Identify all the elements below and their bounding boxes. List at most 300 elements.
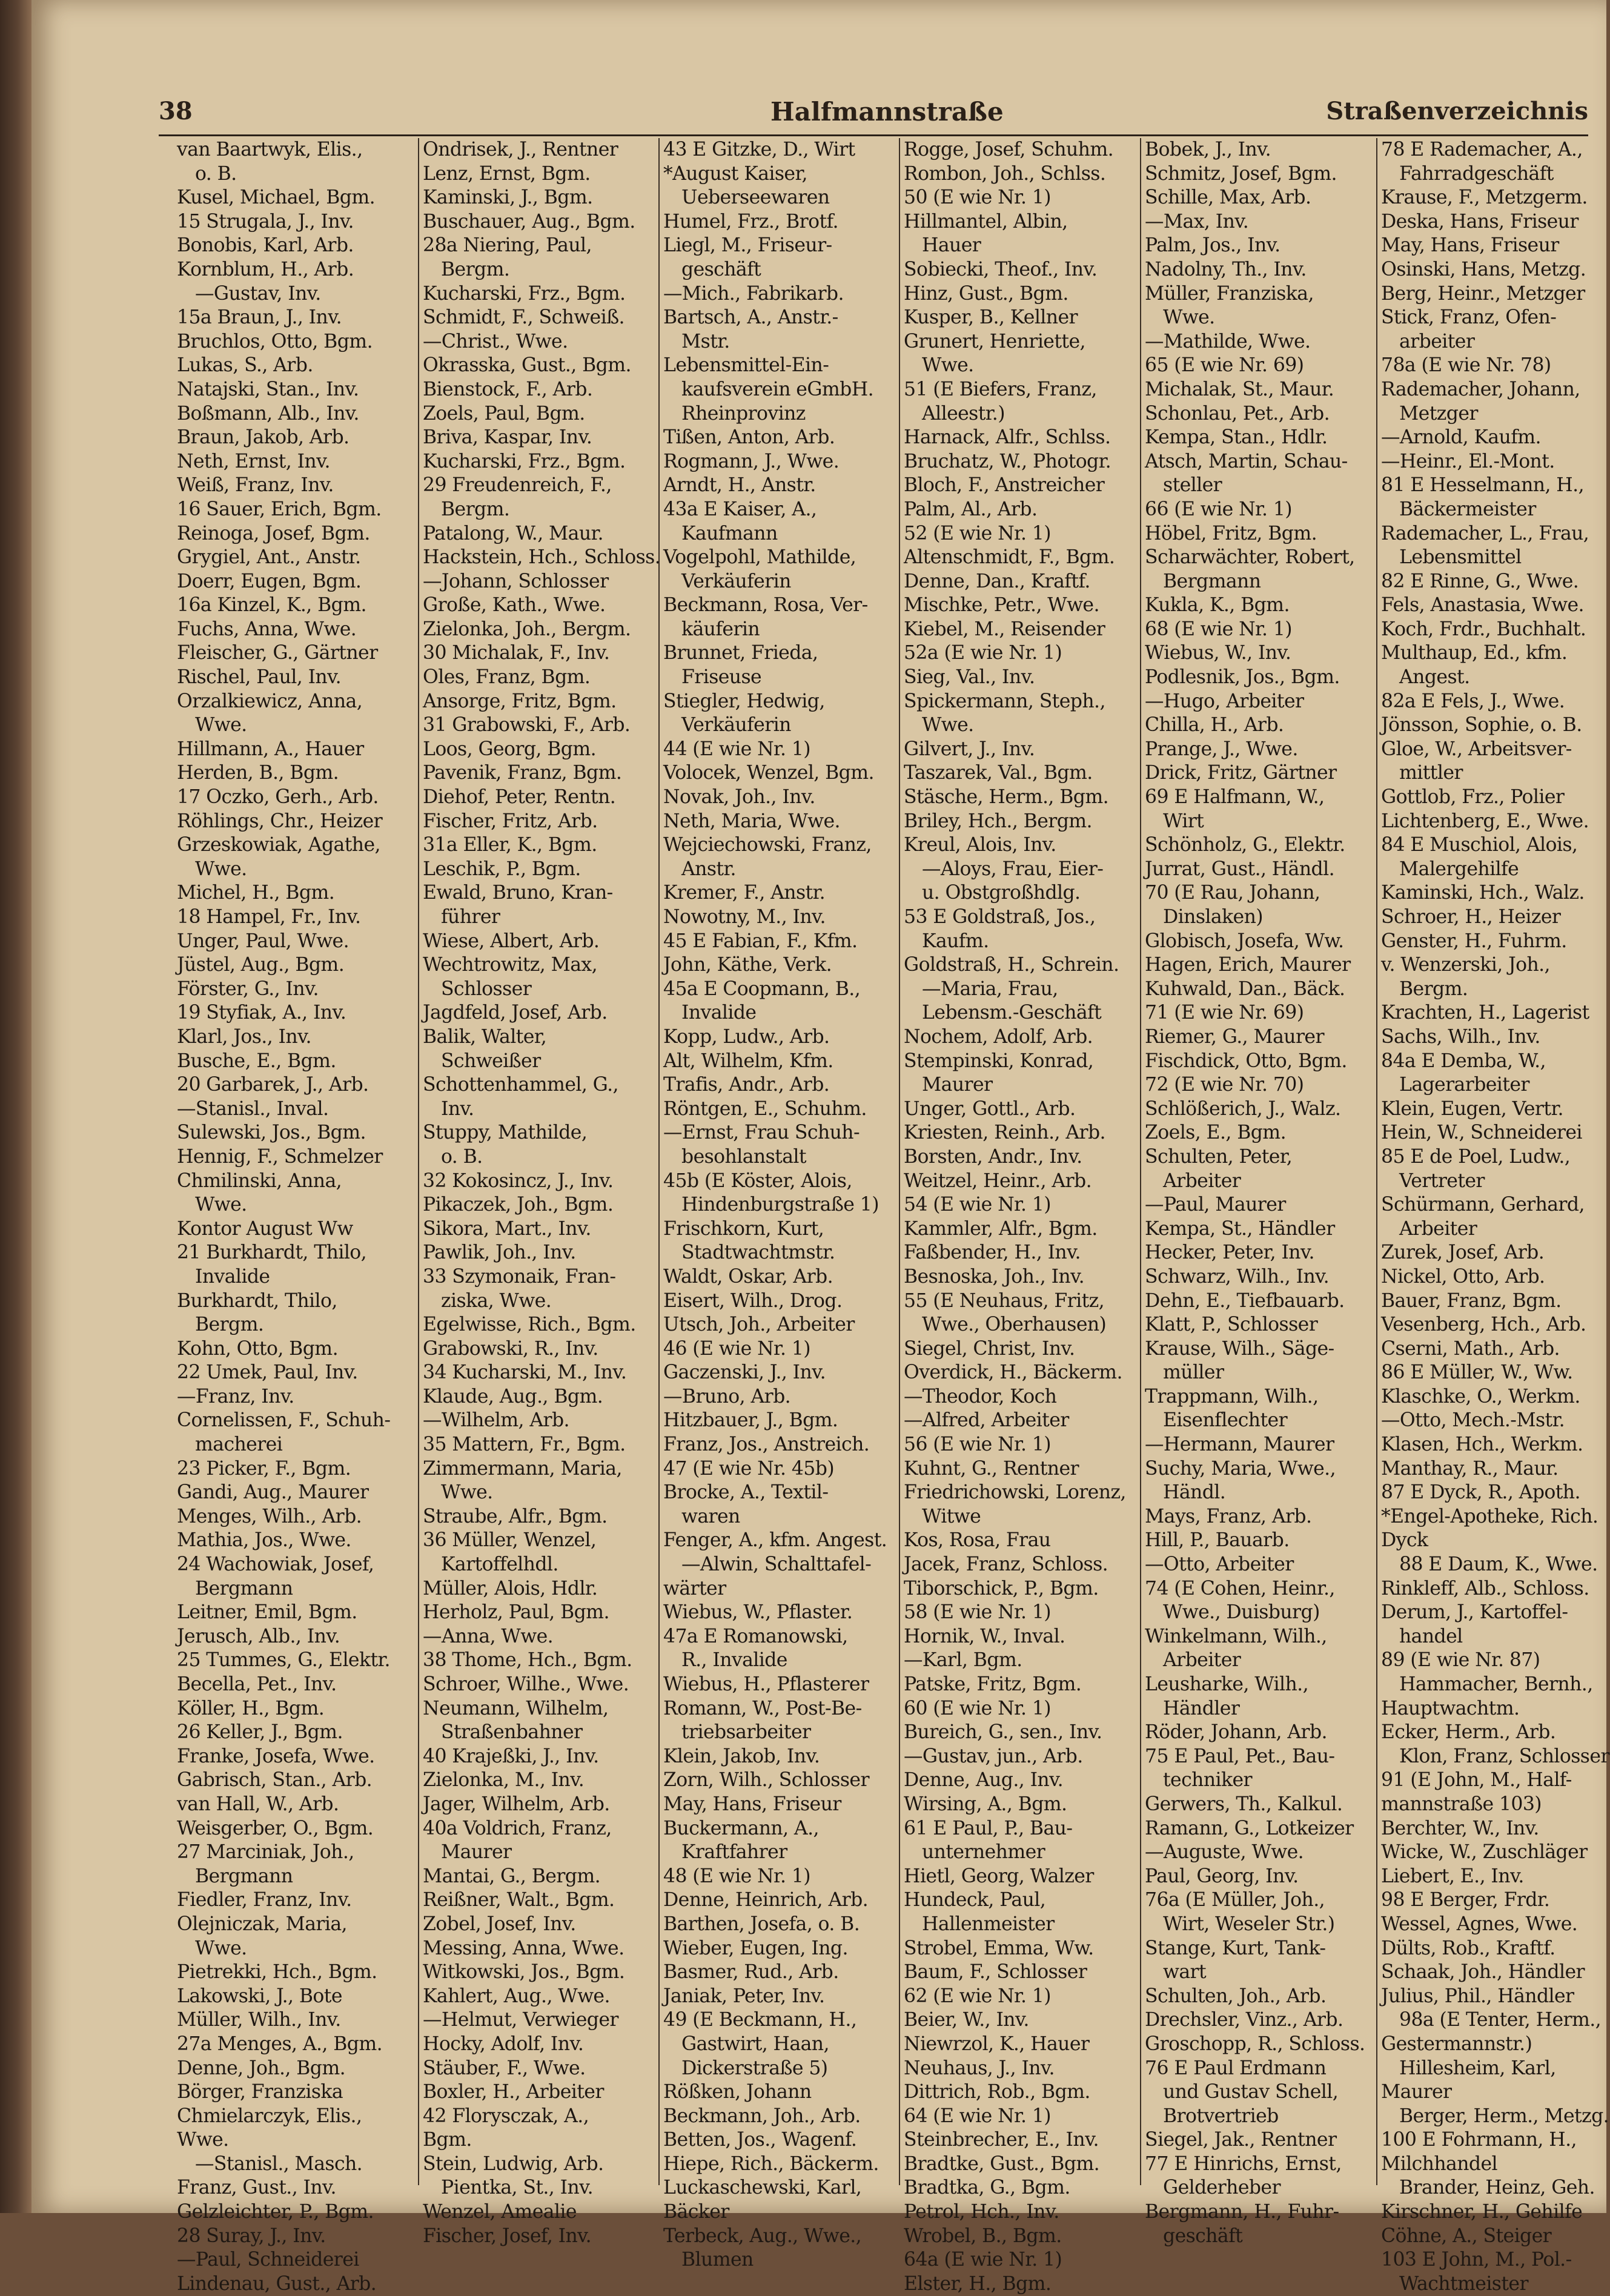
directory-entry-line: Schmitz, Josef, Bgm.: [1145, 162, 1337, 185]
directory-entry-line: Gerwers, Th., Kalkul.: [1145, 1793, 1343, 1815]
directory-entry-line: Patske, Fritz, Bgm.: [904, 1673, 1082, 1695]
directory-entry-line: 49 (E Beckmann, H.,: [663, 2009, 857, 2031]
directory-entry-line: 20 Garbarek, J., Arb.: [177, 1074, 369, 1096]
directory-entry-line: Händler: [1163, 1697, 1240, 1719]
directory-entry-line: Kempa, Stan., Hdlr.: [1145, 426, 1328, 449]
directory-entry-line: Invalide: [195, 1265, 270, 1288]
directory-entry-line: Arbeiter: [1163, 1649, 1241, 1672]
directory-entry-line: Niewrzol, K., Hauer: [904, 2033, 1090, 2055]
directory-entry-line: Schroer, Wilhe., Wwe.: [423, 1673, 629, 1695]
directory-entry-line: Suchy, Maria, Wwe.,: [1145, 1457, 1336, 1480]
directory-entry-line: Leitner, Emil, Bgm.: [177, 1601, 357, 1624]
directory-entry-line: 27a Menges, A., Bgm.: [177, 2033, 383, 2055]
directory-entry-line: Brander, Heinz, Geh.: [1399, 2177, 1595, 2199]
directory-entry-line: Wiebus, H., Pflasterer: [663, 1673, 869, 1695]
directory-entry-line: 43a E Kaiser, A.,: [663, 498, 817, 520]
directory-entry-line: Franke, Josefa, Wwe.: [177, 1745, 375, 1767]
directory-entry-line: Palm, Al., Arb.: [904, 498, 1038, 520]
directory-entry-line: Rinkleff, Alb., Schloss.: [1381, 1577, 1589, 1600]
directory-entry-line: Hennig, F., Schmelzer: [177, 1145, 383, 1168]
directory-entry-line: Natajski, Stan., Inv.: [177, 378, 359, 400]
directory-entry-line: Röntgen, E., Schuhm.: [663, 1097, 867, 1120]
directory-entry-line: unternehmer: [922, 1841, 1045, 1864]
directory-entry-line: Wechtrowitz, Max,: [423, 954, 597, 976]
directory-entry-line: Rischel, Paul, Inv.: [177, 666, 341, 689]
directory-entry-line: Vogelpohl, Mathilde,: [663, 546, 856, 569]
directory-entry-line: käuferin: [681, 618, 760, 640]
directory-entry-line: Elster, H., Bgm.: [904, 2272, 1052, 2295]
directory-entry-line: Dülts, Rob., Kraftf.: [1381, 1937, 1555, 1959]
page-header: [159, 97, 1588, 136]
directory-entry-line: Wiebus, W., Inv.: [1145, 642, 1291, 664]
directory-entry-line: Hammacher, Bernh.,: [1399, 1673, 1593, 1695]
column-2: [418, 138, 661, 2247]
directory-entry-line: Nadolny, Th., Inv.: [1145, 258, 1307, 280]
directory-entry-line: Julius, Phil., Händler: [1381, 1985, 1574, 2007]
directory-entry-line: Wwe.: [1163, 306, 1215, 329]
directory-entry-line: Utsch, Joh., Arbeiter: [663, 1314, 855, 1336]
directory-entry-line: —Helmut, Verwieger: [423, 2009, 618, 2031]
directory-entry-line: Bgm.: [423, 2129, 472, 2151]
directory-entry-line: Bruchlos, Otto, Bgm.: [177, 330, 373, 352]
directory-entry-line: —Mathilde, Wwe.: [1145, 330, 1311, 352]
directory-entry-line: —Theodor, Koch: [904, 1385, 1057, 1408]
directory-entry-line: Strobel, Emma, Ww.: [904, 1937, 1094, 1959]
directory-entry-line: —Bruno, Arb.: [663, 1385, 791, 1408]
directory-entry-line: Hinz, Gust., Bgm.: [904, 282, 1068, 305]
directory-entry-line: Franz, Gust., Inv.: [177, 2177, 336, 2199]
directory-entry-line: Terbeck, Aug., Wwe.,: [663, 2225, 862, 2247]
directory-entry-line: Wiebus, W., Pflaster.: [663, 1601, 853, 1624]
directory-entry-line: 28 Suray, J., Inv.: [177, 2225, 326, 2247]
directory-entry-line: Dinslaken): [1163, 906, 1263, 928]
directory-entry-line: Beckmann, Rosa, Ver-: [663, 594, 868, 617]
directory-entry-line: mittler: [1399, 762, 1463, 784]
directory-entry-line: Grzeskowiak, Agathe,: [177, 834, 380, 856]
directory-entry-line: Bloch, F., Anstreicher: [904, 474, 1105, 497]
directory-entry-line: Klaude, Aug., Bgm.: [423, 1385, 603, 1408]
directory-entry-line: Müller, Franziska,: [1145, 282, 1314, 305]
directory-entry-line: —Paul, Maurer: [1145, 1194, 1286, 1216]
directory-entry-line: Lichtenberg, E., Wwe.: [1381, 810, 1589, 832]
directory-entry-line: Hackstein, Hch., Schloss.: [423, 546, 661, 569]
directory-entry-line: Wrobel, B., Bgm.: [904, 2225, 1062, 2247]
directory-entry-line: Jönsson, Sophie, o. B.: [1381, 714, 1582, 736]
directory-entry-line: Sieg, Val., Inv.: [904, 666, 1035, 689]
directory-entry-line: Kos, Rosa, Frau: [904, 1529, 1051, 1552]
directory-entry-line: Gastwirt, Haan,: [681, 2033, 829, 2055]
directory-entry-line: Paul, Georg, Inv.: [1145, 1865, 1299, 1887]
directory-entry-line: —Gustav, Inv.: [195, 282, 321, 305]
directory-entry-line: wärter: [663, 1577, 726, 1600]
directory-entry-line: Denne, Dan., Kraftf.: [904, 570, 1090, 592]
directory-entry-line: Bergm.: [441, 498, 510, 520]
directory-entry-line: Boxler, H., Arbeiter: [423, 2081, 604, 2103]
directory-entry-line: Pawlik, Joh., Inv.: [423, 1242, 576, 1264]
directory-entry-line: —Otto, Mech.-Mstr.: [1381, 1409, 1565, 1432]
directory-entry-line: 98a (E Tenter, Herm.,: [1399, 2009, 1602, 2031]
directory-entry-line: Beckmann, Joh., Arb.: [663, 2105, 861, 2127]
directory-entry-line: Bradtka, G., Bgm.: [904, 2177, 1070, 2199]
directory-entry-line: Wwe.: [195, 714, 247, 736]
directory-entry-line: 69 E Halfmann, W.,: [1145, 786, 1325, 809]
directory-entry-line: *August Kaiser,: [663, 162, 807, 185]
directory-entry-line: —Hermann, Maurer: [1145, 1434, 1334, 1456]
directory-entry-line: Ecker, Herm., Arb.: [1381, 1721, 1556, 1744]
directory-entry-line: Bäckermeister: [1399, 498, 1536, 520]
directory-entry-line: Neth, Maria, Wwe.: [663, 810, 840, 832]
directory-entry-line: Kirschner, H., Gehilfe: [1381, 2201, 1583, 2223]
directory-entry-line: Zorn, Wilh., Schlosser: [663, 1769, 869, 1791]
directory-entry-line: Kornblum, H., Arb.: [177, 258, 354, 280]
directory-entry-line: Hecker, Peter, Inv.: [1145, 1242, 1314, 1264]
directory-entry-line: Tißen, Anton, Arb.: [663, 426, 835, 449]
directory-entry-line: Betten, Jos., Wagenf.: [663, 2129, 857, 2151]
directory-entry-line: Bienstock, F., Arb.: [423, 378, 593, 400]
directory-entry-line: Anstr.: [681, 858, 736, 880]
directory-entry-line: Sobiecki, Theof., Inv.: [904, 258, 1098, 280]
directory-entry-line: —Christ., Wwe.: [423, 330, 568, 352]
directory-entry-line: Wwe.: [195, 858, 247, 880]
directory-entry-line: Zobel, Josef, Inv.: [423, 1913, 576, 1935]
directory-entry-line: Maurer: [922, 1074, 993, 1096]
directory-entry-line: 35 Mattern, Fr., Bgm.: [423, 1434, 626, 1456]
directory-entry-line: Kriesten, Reinh., Arb.: [904, 1122, 1105, 1144]
directory-entry-line: 23 Picker, F., Bgm.: [177, 1457, 351, 1480]
directory-entry-line: 66 (E wie Nr. 1): [1145, 498, 1292, 520]
directory-entry-line: Siegel, Christ, Inv.: [904, 1337, 1075, 1360]
directory-entry-line: Gloe, W., Arbeitsver-: [1381, 738, 1572, 760]
directory-entry-line: —Alfred, Arbeiter: [904, 1409, 1069, 1432]
directory-entry-line: 76 E Paul Erdmann: [1145, 2057, 1327, 2079]
directory-entry-line: 100 E Fohrmann, H.,: [1381, 2129, 1577, 2151]
directory-entry-line: Hundeck, Paul,: [904, 1889, 1046, 1911]
directory-entry-line: Novak, Joh., Inv.: [663, 786, 815, 809]
directory-entry-line: Brotvertrieb: [1163, 2105, 1279, 2127]
directory-entry-line: Eisenflechter: [1163, 1409, 1288, 1432]
directory-entry-line: Romann, W., Post-Be-: [663, 1697, 862, 1719]
column-5: [1140, 138, 1376, 2247]
directory-entry-line: Ansorge, Fritz, Bgm.: [423, 690, 617, 712]
directory-entry-line: Zielonka, Joh., Bergm.: [423, 618, 631, 640]
directory-entry-line: Fiedler, Franz, Inv.: [177, 1889, 352, 1911]
directory-entry-line: 25 Tummes, G., Elektr.: [177, 1649, 390, 1672]
directory-entry-line: Fischdick, Otto, Bgm.: [1145, 1050, 1347, 1072]
directory-entry-line: Bureich, G., sen., Inv.: [904, 1721, 1102, 1744]
directory-entry-line: Kempa, St., Händler: [1145, 1217, 1335, 1240]
directory-entry-line: Kontor August Ww: [177, 1217, 353, 1240]
directory-entry-line: Manthay, R., Maur.: [1381, 1457, 1559, 1480]
directory-entry-line: Klein, Jakob, Inv.: [663, 1745, 820, 1767]
directory-entry-line: Kohn, Otto, Bgm.: [177, 1337, 338, 1360]
directory-entry-line: Berg, Heinr., Metzger: [1381, 282, 1585, 305]
directory-entry-line: 27 Marciniak, Joh.,: [177, 1841, 354, 1864]
directory-entry-line: Kreul, Alois, Inv.: [904, 834, 1056, 856]
directory-entry-line: Grygiel, Ant., Anstr.: [177, 546, 361, 569]
directory-entry-line: Kucharski, Frz., Bgm.: [423, 450, 626, 472]
directory-entry-line: Nowotny, M., Inv.: [663, 906, 826, 928]
directory-entry-line: 21 Burkhardt, Thilo,: [177, 1242, 367, 1264]
directory-entry-line: Schottenhammel, G.,: [423, 1074, 618, 1096]
directory-entry-line: Witkowski, Jos., Bgm.: [423, 1961, 625, 1983]
directory-entry-line: —Heinr., El.-Mont.: [1381, 450, 1555, 472]
directory-entry-line: o. B.: [441, 1145, 483, 1168]
directory-entry-line: Wwe., Oberhausen): [922, 1314, 1107, 1336]
directory-entry-line: Neth, Ernst, Inv.: [177, 450, 330, 472]
directory-entry-line: 31a Eller, K., Bgm.: [423, 834, 597, 856]
directory-entry-line: 17 Oczko, Gerh., Arb.: [177, 786, 379, 809]
directory-entry-line: Mischke, Petr., Wwe.: [904, 594, 1099, 617]
directory-page: [31, 0, 1609, 2295]
directory-entry-line: Riemer, G., Maurer: [1145, 1025, 1324, 1048]
directory-entry-line: Rademacher, L., Frau,: [1381, 522, 1589, 544]
directory-entry-line: Jüstel, Aug., Bgm.: [177, 954, 345, 976]
directory-entry-line: Stein, Ludwig, Arb.: [423, 2152, 604, 2175]
directory-entry-line: 77 E Hinrichs, Ernst,: [1145, 2152, 1342, 2175]
directory-entry-line: Berger, Herm., Metzg.: [1399, 2105, 1609, 2127]
directory-entry-line: Briley, Hch., Bergm.: [904, 810, 1092, 832]
directory-entry-line: müller: [1163, 1361, 1224, 1384]
directory-entry-line: Inv.: [441, 1097, 474, 1120]
directory-entry-line: Lagerarbeiter: [1399, 1074, 1529, 1096]
directory-entry-line: Reißner, Walt., Bgm.: [423, 1889, 615, 1911]
directory-entry-line: 43 E Gitzke, D., Wirt: [663, 139, 855, 160]
directory-entry-line: Dittrich, Rob., Bgm.: [904, 2081, 1090, 2103]
directory-entry-line: 98 E Berger, Frdr.: [1381, 1889, 1550, 1911]
directory-entry-line: Humel, Frz., Brotf.: [663, 210, 838, 233]
directory-entry-line: Trafis, Andr., Arb.: [663, 1074, 830, 1096]
directory-entry-line: 42 Florysczak, A.,: [423, 2105, 589, 2127]
directory-entry-line: Malergehilfe: [1399, 858, 1519, 880]
directory-entry-line: Weitzel, Heinr., Arb.: [904, 1170, 1092, 1192]
directory-entry-line: Müller, Alois, Hdlr.: [423, 1577, 598, 1600]
directory-entry-line: Straßenbahner: [441, 1721, 583, 1744]
directory-entry-line: Klaschke, O., Werkm.: [1381, 1385, 1580, 1408]
directory-entry-line: Waldt, Oskar, Arb.: [663, 1265, 833, 1288]
directory-entry-line: Klatt, P., Schlosser: [1145, 1314, 1318, 1336]
directory-entry-line: Balik, Walter,: [423, 1025, 547, 1048]
directory-entry-line: Wirsing, A., Bgm.: [904, 1793, 1067, 1815]
directory-entry-line: Kiebel, M., Reisender: [904, 618, 1105, 640]
directory-entry-line: R., Invalide: [681, 1649, 787, 1672]
directory-entry-line: Kraftfahrer: [681, 1841, 787, 1864]
directory-entry-line: Röder, Johann, Arb.: [1145, 1721, 1327, 1744]
directory-entry-line: 18 Hampel, Fr., Inv.: [177, 906, 361, 928]
directory-entry-line: 16 Sauer, Erich, Bgm.: [177, 498, 382, 520]
directory-entry-line: —Stanisl., Inval.: [177, 1097, 329, 1120]
directory-entry-line: 64a (E wie Nr. 1): [904, 2249, 1062, 2271]
directory-entry-line: Große, Kath., Wwe.: [423, 594, 606, 617]
directory-entry-line: —Mich., Fabrikarb.: [663, 282, 844, 305]
directory-entry-line: Sachs, Wilh., Inv.: [1381, 1025, 1540, 1048]
directory-entry-line: Wwe.: [922, 354, 974, 377]
directory-entry-line: Nickel, Otto, Arb.: [1381, 1265, 1545, 1288]
directory-entry-line: Hitzbauer, J., Bgm.: [663, 1409, 838, 1432]
directory-entry-line: Mstr.: [681, 330, 730, 352]
directory-entry-line: Faßbender, H., Inv.: [904, 1242, 1081, 1264]
directory-entry-line: 78a (E wie Nr. 78): [1381, 354, 1551, 377]
directory-entry-line: Klasen, Hch., Werkm.: [1381, 1434, 1583, 1456]
directory-entry-line: 45 E Fabian, F., Kfm.: [663, 930, 858, 952]
directory-entry-line: Besnoska, Joh., Inv.: [904, 1265, 1084, 1288]
directory-entry-line: Maurer: [441, 1841, 512, 1864]
directory-entry-line: 45b (E Köster, Alois,: [663, 1170, 852, 1192]
directory-entry-line: Kremer, F., Anstr.: [663, 882, 826, 904]
directory-entry-line: Rademacher, Johann,: [1381, 378, 1580, 400]
directory-entry-line: 31 Grabowski, F., Arb.: [423, 714, 631, 736]
directory-entry-line: —Alwin, Schalttafel-: [681, 1553, 872, 1576]
directory-entry-line: Fenger, A., kfm. Angest.: [663, 1529, 887, 1552]
directory-entry-line: Fuchs, Anna, Wwe.: [177, 618, 357, 640]
directory-entry-line: Ramann, G., Lotkeizer: [1145, 1817, 1354, 1839]
directory-entry-line: Hiepe, Rich., Bäckerm.: [663, 2152, 879, 2175]
directory-entry-line: Wwe.: [922, 714, 974, 736]
directory-entry-line: Hill, P., Bauarb.: [1145, 1529, 1290, 1552]
directory-entry-line: Drechsler, Vinz., Arb.: [1145, 2009, 1343, 2031]
directory-entry-line: Liebert, E., Inv.: [1381, 1865, 1524, 1887]
directory-entry-line: Chmilinski, Anna,: [177, 1170, 342, 1192]
directory-entry-line: Bergmann: [1163, 570, 1261, 592]
directory-entry-line: 85 E de Poel, Ludw.,: [1381, 1145, 1571, 1168]
directory-entry-line: Hindenburgstraße 1): [681, 1194, 879, 1216]
directory-entry-line: Zoels, Paul, Bgm.: [423, 402, 585, 425]
directory-columns: [177, 138, 1610, 2295]
directory-entry-line: Rößken, Johann: [663, 2081, 812, 2103]
directory-entry-line: 28a Niering, Paul,: [423, 234, 592, 257]
directory-entry-line: Loos, Georg, Bgm.: [423, 738, 597, 760]
directory-entry-line: 81 E Hesselmann, H.,: [1381, 474, 1585, 497]
directory-entry-line: Krachten, H., Lagerist: [1381, 1002, 1589, 1024]
directory-entry-line: Friseuse: [681, 666, 762, 689]
directory-entry-line: Arbeiter: [1163, 1170, 1241, 1192]
directory-entry-line: Menges, Wilh., Arb.: [177, 1505, 362, 1527]
directory-entry-line: Müller, Wilh., Inv.: [177, 2009, 341, 2031]
directory-entry-line: Pientka, St., Inv.: [441, 2177, 594, 2199]
directory-entry-line: 22 Umek, Paul, Inv.: [177, 1361, 358, 1384]
street-title: Halfmannstraße: [770, 97, 1004, 127]
directory-entry-line: 50 (E wie Nr. 1): [904, 187, 1051, 209]
directory-entry-line: Arbeiter: [1399, 1217, 1477, 1240]
directory-entry-line: Doerr, Eugen, Bgm.: [177, 570, 362, 592]
directory-entry-line: Friedrichowski, Lorenz,: [904, 1481, 1126, 1504]
directory-entry-line: o. B.: [195, 162, 237, 185]
directory-entry-line: Deska, Hans, Friseur: [1381, 210, 1579, 233]
directory-entry-line: Lindenau, Gust., Arb.: [177, 2272, 377, 2295]
directory-entry-line: kaufsverein eGmbH.: [681, 378, 874, 400]
directory-entry-line: Bonobis, Karl, Arb.: [177, 234, 354, 257]
directory-entry-line: Lenz, Ernst, Bgm.: [423, 162, 591, 185]
directory-entry-line: Overdick, H., Bäckerm.: [904, 1361, 1122, 1384]
directory-entry-line: Stadtwachtmstr.: [681, 1242, 835, 1264]
directory-entry-line: May, Hans, Friseur: [1381, 234, 1559, 257]
directory-entry-line: Groschopp, R., Schloss.: [1145, 2033, 1365, 2055]
directory-entry-line: Ondrisek, J., Rentner: [423, 139, 618, 160]
directory-entry-line: Kaufm.: [922, 930, 989, 952]
directory-entry-line: Hauer: [922, 234, 981, 257]
directory-entry-line: Bergmann, H., Fuhr-: [1145, 2201, 1339, 2223]
directory-entry-line: Patalong, W., Maur.: [423, 522, 603, 544]
directory-entry-line: Klon, Franz, Schlosser: [1399, 1745, 1609, 1767]
directory-entry-line: Siegel, Jak., Rentner: [1145, 2129, 1337, 2151]
directory-entry-line: Leusharke, Wilh.,: [1145, 1673, 1308, 1695]
directory-entry-line: —Gustav, jun., Arb.: [904, 1745, 1083, 1767]
directory-entry-line: waren: [681, 1505, 740, 1527]
directory-entry-line: Schmidt, F., Schweiß.: [423, 306, 624, 329]
directory-entry-line: Bruchatz, W., Photogr.: [904, 450, 1111, 472]
directory-entry-line: Pietrekki, Hch., Bgm.: [177, 1961, 377, 1983]
directory-entry-line: Verkäuferin: [681, 714, 791, 736]
directory-entry-line: 72 (E wie Nr. 70): [1145, 1074, 1304, 1096]
directory-entry-line: Maurer: [1381, 2081, 1452, 2103]
directory-entry-line: Drick, Fritz, Gärtner: [1145, 762, 1337, 784]
directory-entry-line: 71 (E wie Nr. 69): [1145, 1002, 1304, 1024]
directory-entry-line: Multhaup, Ed., kfm.: [1381, 642, 1568, 664]
directory-entry-line: Neuhaus, J., Inv.: [904, 2057, 1055, 2079]
directory-entry-line: Beier, W., Inv.: [904, 2009, 1029, 2031]
directory-entry-line: 38 Thome, Hch., Bgm.: [423, 1649, 632, 1672]
directory-entry-line: Franz, Jos., Anstreich.: [663, 1434, 870, 1456]
directory-entry-line: Wirt, Weseler Str.): [1163, 1913, 1335, 1935]
directory-entry-line: Jerusch, Alb., Inv.: [177, 1625, 340, 1647]
directory-entry-line: Stäuber, F., Wwe.: [423, 2057, 586, 2079]
directory-entry-line: 62 (E wie Nr. 1): [904, 1985, 1051, 2007]
directory-entry-line: Fischer, Fritz, Arb.: [423, 810, 598, 832]
directory-entry-line: handel: [1399, 1625, 1463, 1647]
directory-entry-line: Altenschmidt, F., Bgm.: [904, 546, 1115, 569]
directory-entry-line: Börger, Franziska: [177, 2081, 343, 2103]
directory-entry-line: Schlößerich, J., Walz.: [1145, 1097, 1341, 1120]
directory-entry-line: techniker: [1163, 1769, 1252, 1791]
directory-entry-line: Buckermann, A.,: [663, 1817, 819, 1839]
directory-entry-line: Baum, F., Schlosser: [904, 1961, 1087, 1983]
directory-entry-line: Denne, Heinrich, Arb.: [663, 1889, 869, 1911]
directory-entry-line: Michalak, St., Maur.: [1145, 378, 1334, 400]
directory-entry-line: 15a Braun, J., Inv.: [177, 306, 342, 329]
directory-entry-line: Gandi, Aug., Maurer: [177, 1481, 369, 1504]
directory-entry-line: Stäsche, Herm., Bgm.: [904, 786, 1109, 809]
page-number: 38: [159, 97, 193, 125]
directory-entry-line: Dehn, E., Tiefbauarb.: [1145, 1289, 1345, 1312]
directory-entry-line: Hillesheim, Karl,: [1399, 2057, 1556, 2079]
book-binding: [0, 0, 31, 2213]
directory-entry-line: besohlanstalt: [681, 1145, 806, 1168]
directory-entry-line: Ewald, Bruno, Kran-: [423, 882, 613, 904]
directory-entry-line: Kartoffelhdl.: [441, 1553, 558, 1576]
directory-entry-line: May, Hans, Friseur: [663, 1793, 841, 1815]
directory-entry-line: 48 (E wie Nr. 1): [663, 1865, 810, 1887]
directory-entry-line: —Franz, Inv.: [177, 1385, 294, 1408]
directory-entry-line: Unger, Gottl., Arb.: [904, 1097, 1076, 1120]
directory-entry-line: Cöhne, A., Steiger: [1381, 2225, 1552, 2247]
directory-entry-line: 78 E Rademacher, A.,: [1381, 139, 1583, 160]
directory-entry-line: Weisgerber, O., Bgm.: [177, 1817, 374, 1839]
directory-entry-line: Ueberseewaren: [681, 187, 830, 209]
directory-entry-line: Zurek, Josef, Arb.: [1381, 1242, 1545, 1264]
directory-entry-line: Barthen, Josefa, o. B.: [663, 1913, 860, 1935]
directory-entry-line: 88 E Daum, K., Wwe.: [1399, 1553, 1598, 1576]
directory-entry-line: 64 (E wie Nr. 1): [904, 2105, 1051, 2127]
directory-entry-line: Rogge, Josef, Schuhm.: [904, 139, 1114, 160]
directory-entry-line: John, Käthe, Verk.: [663, 954, 832, 976]
directory-entry-line: Orzalkiewicz, Anna,: [177, 690, 363, 712]
directory-entry-line: Kopp, Ludw., Arb.: [663, 1025, 830, 1048]
directory-entry-line: Wirt: [1163, 810, 1204, 832]
directory-entry-line: 51 (E Biefers, Franz,: [904, 378, 1097, 400]
directory-entry-line: v. Wenzerski, Joh.,: [1381, 954, 1550, 976]
directory-entry-line: Stange, Kurt, Tank-: [1145, 1937, 1326, 1959]
directory-entry-line: Wiese, Albert, Arb.: [423, 930, 600, 952]
directory-entry-line: 53 E Goldstraß, Jos.,: [904, 906, 1096, 928]
